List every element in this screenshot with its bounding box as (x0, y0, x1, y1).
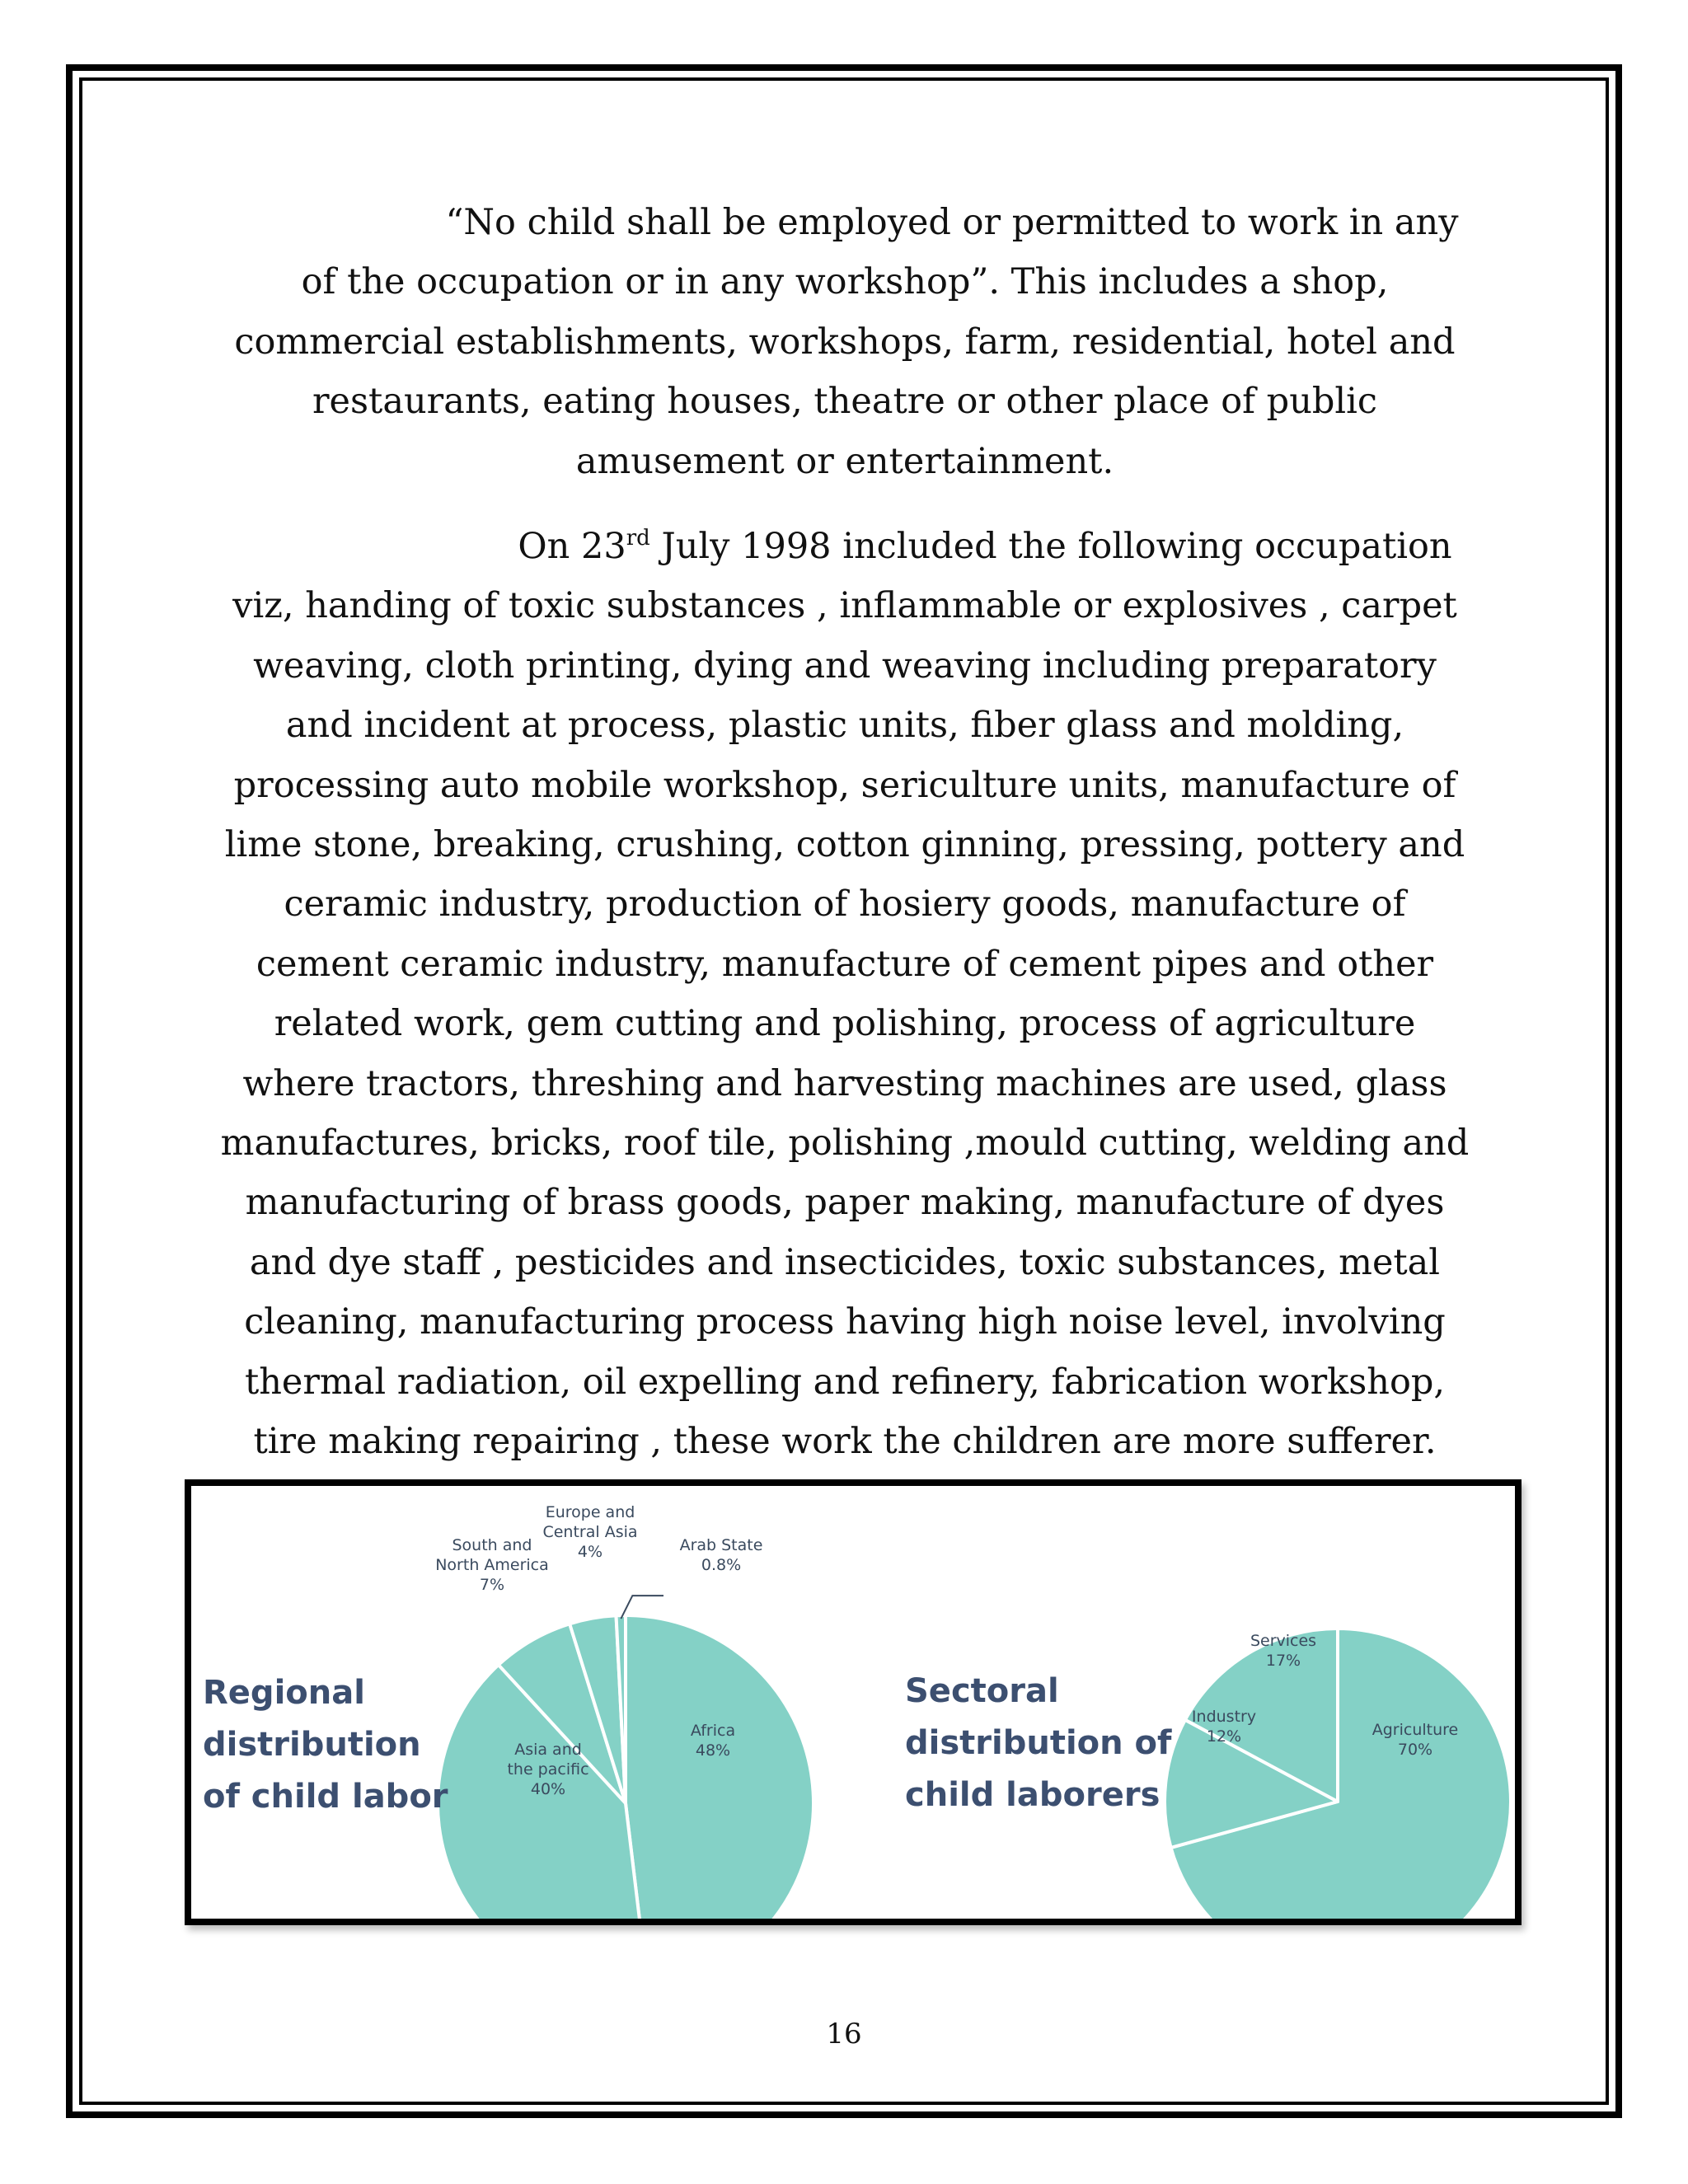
chart-title-line: child laborers (905, 1776, 1160, 1814)
slice-label (435, 1535, 549, 1595)
slice-label-line: Africa (690, 1722, 736, 1740)
text-line: related work, gem cutting and polishing, process of agriculture (274, 1003, 1416, 1045)
slice-label-line: 0.8% (701, 1556, 742, 1574)
chart-title-line: Regional (203, 1674, 365, 1712)
sectoral-pie (1165, 1629, 1511, 1919)
text-line: weaving, cloth printing, dying and weaving including preparatory (253, 644, 1437, 687)
slice-label-line: Europe and (545, 1503, 635, 1521)
slice-label (1192, 1707, 1256, 1746)
text-line: commercial establishments, workshops, farm, residential, hotel and (234, 321, 1456, 363)
pie-charts-figure (185, 1479, 1522, 1925)
slice-label-line: Agriculture (1372, 1721, 1459, 1739)
paragraph-occupations (190, 517, 1500, 1472)
slice-label (680, 1535, 763, 1575)
slice-label-line: Asia and (514, 1741, 582, 1759)
slice-label (1372, 1720, 1459, 1760)
slice-label-line: the pacific (507, 1760, 589, 1779)
text-line: amusement or entertainment. (575, 440, 1114, 482)
text-line: cement ceramic industry, manufacture of cement pipes and other (256, 943, 1434, 985)
paragraph-quote (190, 193, 1500, 491)
text-fragment: On 23 (518, 526, 626, 567)
slice-label-line: 4% (577, 1543, 603, 1561)
text-line: viz, handing of toxic substances , inflammable or explosives , carpet (232, 585, 1457, 627)
text-line: where tractors, threshing and harvesting machines are used, glass (242, 1062, 1447, 1104)
text-line: ceramic industry, production of hosiery goods, manufacture of (284, 883, 1406, 926)
chart-title-line: distribution of (905, 1724, 1172, 1762)
slice-label-line: 48% (695, 1741, 731, 1760)
slice-label-line: 7% (479, 1576, 505, 1594)
slice-label-line: Central Asia (542, 1523, 638, 1541)
slice-label (691, 1721, 735, 1760)
slice-label-line: Services (1250, 1632, 1317, 1650)
slice-label (507, 1740, 588, 1799)
slice-label-line: 12% (1206, 1727, 1242, 1746)
text-line: tire making repairing , these work the children are more sufferer. (253, 1421, 1437, 1463)
sectoral-chart-title (905, 1666, 1171, 1821)
slice-label-line: South and (452, 1536, 532, 1554)
ordinal-superscript: rd (626, 526, 650, 551)
text-fragment: July 1998 included the following occupation (649, 526, 1452, 567)
page-number: 16 (826, 2018, 862, 2050)
text-line: of the occupation or in any workshop”. This includes a shop, (301, 261, 1389, 303)
pie-slice (626, 1615, 814, 1919)
text-line: processing auto mobile workshop, sericulture units, manufacture of (233, 764, 1456, 806)
paragraph-lines (190, 576, 1500, 1471)
regional-chart-title (203, 1667, 448, 1823)
text-line: cleaning, manufacturing process having high noise level, involving (244, 1301, 1446, 1343)
text-line: restaurants, eating houses, theatre or other place of public (312, 381, 1377, 423)
chart-title-line: Sectoral (905, 1672, 1059, 1710)
slice-label-line: 17% (1265, 1652, 1301, 1670)
chart-title-line: of child labor (203, 1778, 448, 1816)
text-line: and dye staff , pesticides and insecticides, toxic substances, metal (249, 1241, 1441, 1283)
text-line: manufactures, bricks, roof tile, polishing ,mould cutting, welding and (220, 1122, 1470, 1165)
slice-label (1250, 1631, 1316, 1671)
chart-title-line: distribution (203, 1726, 421, 1764)
slice-label-line: Arab State (679, 1536, 763, 1554)
regional-pie (438, 1596, 814, 1919)
text-line: thermal radiation, oil expelling and refinery, fabrication workshop, (244, 1361, 1446, 1403)
text-line: “No child shall be employed or permitted to work in any (445, 202, 1459, 243)
slice-label-line: North America (435, 1556, 549, 1574)
slice-label (542, 1502, 637, 1562)
slice-label-line: 70% (1397, 1741, 1433, 1759)
slice-label-line: 40% (530, 1780, 566, 1798)
text-line: lime stone, breaking, crushing, cotton ginning, pressing, pottery and (224, 824, 1465, 866)
text-line: manufacturing of brass goods, paper making, manufacture of dyes (245, 1182, 1445, 1224)
slice-label-line: Industry (1191, 1708, 1257, 1726)
text-line: and incident at process, plastic units, fiber glass and molding, (285, 705, 1404, 747)
text-line (190, 517, 1500, 576)
